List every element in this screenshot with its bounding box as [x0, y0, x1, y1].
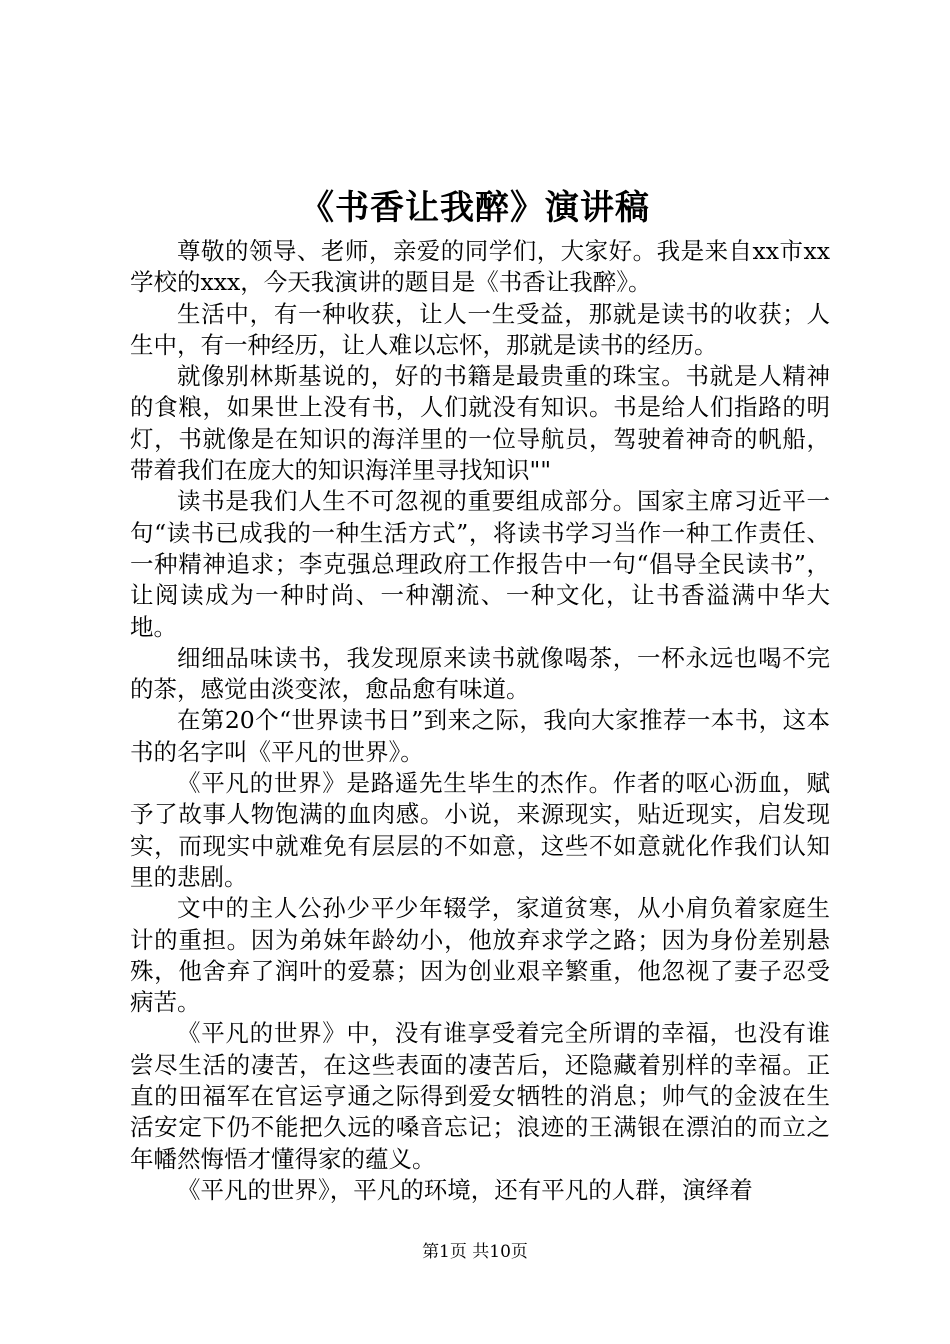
paragraph: 《平凡的世界》是路遥先生毕生的杰作。作者的呕心沥血，赋予了故事人物饱满的血肉感。小说，来源现实，贴近现实，启发现实，而现实中就难免有层层的不如意，这些不如意就化作我们认知里的悲剧。 [130, 769, 830, 891]
paragraph: 生活中，有一种收获，让人一生受益，那就是读书的收获；人生中，有一种经历，让人难以忘怀，那就是读书的经历。 [130, 299, 830, 359]
document-title: 《书香让我醉》演讲稿 [300, 188, 650, 228]
paragraph: 文中的主人公孙少平少年辍学，家道贫寒，从小肩负着家庭生计的重担。因为弟妹年龄幼小，他放弃求学之路；因为身份差别悬殊，他舍弃了润叶的爱慕；因为创业艰辛繁重，他忽视了妻子忍受病苦。 [130, 894, 830, 1017]
paragraph: 就像别林斯基说的，好的书籍是最贵重的珠宝。书就是人精神的食粮，如果世上没有书，人们就没有知识。书是给人们指路的明灯，书就像是在知识的海洋里的一位导航员，驾驶着神奇的帆船，带着我们在庞大的知识海洋里寻找知识"" [130, 362, 830, 485]
page-number-footer: 第1页 共10页 [422, 1242, 528, 1262]
paragraph: 细细品味读书，我发现原来读书就像喝茶，一杯永远也喝不完的茶，感觉由淡变浓，愈品愈有味道。 [130, 643, 830, 704]
paragraph: 读书是我们人生不可忽视的重要组成部分。国家主席习近平一句“读书已成我的一种生活方式”，将读书学习当作一种工作责任、一种精神追求；李克强总理政府工作报告中一句“倡导全民读书”，让阅读成为一种时尚、一种潮流、一种文化，让书香溢满中华大地。 [130, 487, 830, 641]
paragraph: 《平凡的世界》，平凡的环境，还有平凡的人群，演绎着 [177, 1175, 753, 1204]
paragraph: 《平凡的世界》中，没有谁享受着完全所谓的幸福，也没有谁尝尽生活的凄苦，在这些表面的凄苦后，还隐藏着别样的幸福。正直的田福军在官运亨通之际得到爱女牺牲的消息；帅气的金波在生活安定下仍不能把久远的嗓音忘记；浪迹的王满银在漂泊的而立之年幡然悔悟才懂得家的蕴义。 [130, 1019, 830, 1173]
paragraph: 在第20个“世界读书日”到来之际，我向大家推荐一本书，这本书的名字叫《平凡的世界》。 [130, 706, 830, 766]
document-body [130, 236, 830, 1206]
paragraph: 尊敬的领导、老师，亲爱的同学们，大家好。我是来自xx市xx学校的xxx，今天我演讲的题目是《书香让我醉》。 [130, 237, 830, 297]
